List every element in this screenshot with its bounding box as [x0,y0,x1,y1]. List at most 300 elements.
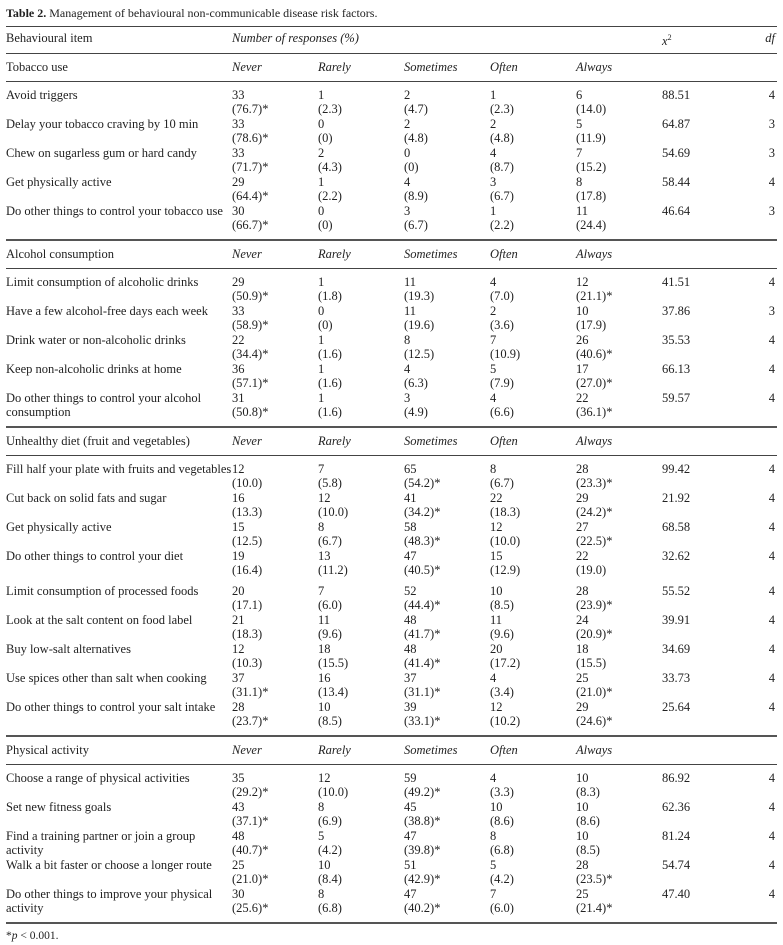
table-row [6,304,777,333]
response-percent: (10.2) [490,714,521,729]
response-percent: (12.5) [232,534,263,549]
chi2-value: 32.62 [662,549,691,564]
chi2-value: 54.69 [662,146,691,161]
df-value: 4 [748,887,777,923]
response-cell [576,887,662,923]
response-percent: (64.4)* [232,189,269,204]
response-cell [490,333,576,362]
df-value: 3 [768,304,775,319]
response-percent: (17.1) [232,598,263,613]
response-count: 1 [490,204,497,219]
response-cell [490,800,576,829]
df-value: 4 [768,491,775,506]
response-percent: (23.9)* [576,598,613,613]
response-percent: (34.4)* [232,347,269,362]
table-row [6,887,777,923]
footnote-star: * [6,930,12,943]
response-count: 7 [318,584,325,599]
response-cell [404,829,490,858]
response-percent: (38.8)* [404,814,441,829]
response-percent: (5.8) [318,476,342,491]
response-cell [404,117,490,146]
empty-cell [662,736,748,765]
level-label: Rarely [318,736,404,765]
response-count: 1 [318,333,325,348]
response-count: 10 [318,700,331,715]
response-cell [404,858,490,887]
table-row [6,578,777,613]
response-percent: (15.5) [318,656,349,671]
level-label: Rarely [318,54,404,82]
chi2-superscript: 2 [667,33,672,42]
response-cell [232,491,318,520]
response-percent: (1.8) [318,289,342,304]
response-count: 10 [318,858,331,873]
response-cell [232,700,318,736]
chi2-value: 33.73 [662,671,691,686]
response-percent: (20.9)* [576,627,613,642]
response-cell [576,82,662,118]
response-cell [318,204,404,240]
response-percent: (10.0) [318,785,349,800]
response-count: 16 [318,671,331,686]
response-percent: (19.6) [404,318,435,333]
df-value: 4 [768,520,775,535]
response-cell [404,333,490,362]
df-value: 4 [768,275,775,290]
response-percent: (24.2)* [576,505,613,520]
response-cell [490,671,576,700]
df-value: 4 [768,858,775,873]
response-percent: (22.5)* [576,534,613,549]
response-count: 5 [490,362,497,377]
response-percent: (6.7) [490,189,514,204]
response-percent: (11.2) [318,563,348,578]
response-cell [232,146,318,175]
response-percent: (41.7)* [404,627,441,642]
level-label: Never [232,240,318,269]
footnote [6,930,777,942]
response-cell [318,887,404,923]
chi2-value: 99.42 [662,462,691,477]
response-percent: (21.4)* [576,901,613,916]
response-count: 4 [490,771,497,786]
response-percent: (48.3)* [404,534,441,549]
response-percent: (10.0) [318,505,349,520]
table-row [6,333,777,362]
table-row [6,362,777,391]
response-percent: (10.0) [232,476,263,491]
response-percent: (6.0) [318,598,342,613]
response-percent: (66.7)* [232,218,269,233]
response-cell [232,858,318,887]
response-count: 1 [490,88,497,103]
response-cell [576,671,662,700]
response-percent: (23.3)* [576,476,613,491]
response-percent: (71.7)* [232,160,269,175]
response-count: 1 [318,391,325,406]
behaviour-item: Get physically active [6,520,112,535]
section-header-row [6,240,777,269]
response-percent: (23.5)* [576,872,613,887]
level-label: Rarely [318,427,404,456]
behaviour-item: Cut back on solid fats and sugar [6,491,167,506]
response-cell [490,700,576,736]
response-percent: (24.4) [576,218,607,233]
response-cell [232,175,318,204]
level-label: Never [232,736,318,765]
response-cell [232,765,318,801]
response-cell [318,491,404,520]
response-percent: (6.7) [404,218,428,233]
level-label: Sometimes [404,240,490,269]
level-label: Sometimes [404,427,490,456]
response-count: 33 [232,146,245,161]
response-percent: (31.1)* [232,685,269,700]
response-count: 4 [490,671,497,686]
header-chi2 [662,27,748,54]
response-percent: (29.2)* [232,785,269,800]
response-percent: (8.4) [318,872,342,887]
response-cell [576,858,662,887]
df-value: 3 [768,117,775,132]
table-row [6,269,777,305]
response-cell [576,146,662,175]
response-count: 10 [576,829,589,844]
response-cell [404,456,490,492]
response-cell [318,700,404,736]
df-value: 4 [768,584,775,599]
table-row [6,765,777,801]
footnote-text: < 0.001. [17,930,59,943]
header-df: df [748,27,777,54]
response-count: 37 [404,671,417,686]
response-count: 3 [404,391,411,406]
response-count: 47 [404,829,417,844]
level-label: Often [490,736,576,765]
response-count: 12 [232,642,245,657]
response-percent: (3.6) [490,318,514,333]
response-count: 11 [404,275,417,290]
table-row [6,146,777,175]
response-count: 22 [576,391,589,406]
response-cell [318,549,404,578]
response-count: 41 [404,491,417,506]
df-value: 4 [768,362,775,377]
response-percent: (1.6) [318,405,342,420]
response-count: 28 [576,462,589,477]
response-count: 48 [404,613,417,628]
level-label: Often [490,54,576,82]
response-percent: (4.3) [318,160,342,175]
response-count: 29 [232,275,245,290]
response-count: 22 [232,333,245,348]
response-cell [576,269,662,305]
response-cell [576,333,662,362]
response-percent: (23.7)* [232,714,269,729]
empty-cell [748,240,777,269]
chi2-value: 35.53 [662,333,691,348]
df-value: 4 [768,613,775,628]
response-count: 7 [318,462,325,477]
chi2-value: 62.36 [662,800,691,815]
empty-cell [662,54,748,82]
response-count: 15 [490,549,503,564]
response-percent: (3.4) [490,685,514,700]
response-cell [232,117,318,146]
response-cell [490,204,576,240]
response-cell [318,858,404,887]
level-label: Always [576,54,662,82]
response-cell [232,829,318,858]
section-header-row [6,427,777,456]
response-count: 7 [576,146,583,161]
behaviour-item: Walk a bit faster or choose a longer route [6,858,212,873]
chi2-value: 86.92 [662,771,691,786]
level-label: Never [232,427,318,456]
chi2-value: 39.91 [662,613,691,628]
response-count: 36 [232,362,245,377]
response-count: 8 [576,175,583,190]
table-row [6,391,777,427]
response-percent: (18.3) [490,505,521,520]
response-count: 7 [490,887,497,902]
caption-text: Management of behavioural non-communicable disease risk factors. [49,6,378,20]
response-cell [404,800,490,829]
response-cell [318,333,404,362]
response-cell [318,642,404,671]
chi2-value: 46.64 [662,204,748,240]
response-cell [404,887,490,923]
response-cell [404,613,490,642]
response-cell [576,362,662,391]
response-cell [318,829,404,858]
response-percent: (10.3) [232,656,263,671]
response-count: 26 [576,333,589,348]
response-percent: (2.3) [318,102,342,117]
chi2-value: 25.64 [662,700,748,736]
chi2-symbol: x [662,34,668,49]
response-percent: (40.5)* [404,563,441,578]
empty-cell [662,427,748,456]
response-cell [490,269,576,305]
response-percent: (21.0)* [576,685,613,700]
response-cell [232,269,318,305]
response-count: 0 [318,304,325,319]
response-count: 25 [232,858,245,873]
response-count: 4 [404,175,411,190]
chi2-value: 47.40 [662,887,748,923]
response-cell [490,82,576,118]
response-cell [404,765,490,801]
table-row [6,520,777,549]
response-count: 25 [576,671,589,686]
response-percent: (3.3) [490,785,514,800]
response-percent: (49.2)* [404,785,441,800]
response-percent: (10.0) [490,534,521,549]
behaviour-item: Chew on sugarless gum or hard candy [6,146,197,161]
response-percent: (9.6) [490,627,514,642]
table-row [6,642,777,671]
response-count: 19 [232,549,245,564]
response-count: 8 [318,887,325,902]
response-count: 37 [232,671,245,686]
table-row [6,829,777,858]
behaviour-item: Set new fitness goals [6,800,112,815]
response-count: 1 [318,275,325,290]
df-value: 4 [748,700,777,736]
response-percent: (13.4) [318,685,349,700]
response-cell [404,578,490,613]
response-cell [404,362,490,391]
response-count: 1 [318,175,325,190]
response-cell [318,456,404,492]
response-percent: (15.5) [576,656,607,671]
response-cell [318,578,404,613]
level-label: Sometimes [404,736,490,765]
response-percent: (31.1)* [404,685,441,700]
table-row [6,204,777,240]
response-cell [576,304,662,333]
response-count: 28 [576,858,589,873]
response-count: 11 [490,613,503,628]
response-count: 8 [404,333,411,348]
response-percent: (21.1)* [576,289,613,304]
behaviour-item: Avoid triggers [6,88,78,103]
response-count: 12 [318,491,331,506]
section-title: Physical activity [6,736,232,765]
response-cell [490,858,576,887]
response-count: 28 [576,584,589,599]
response-cell [232,887,318,923]
behaviour-item: Fill half your plate with fruits and vegetables [6,462,232,477]
response-cell [490,765,576,801]
chi2-value: 34.69 [662,642,691,657]
response-count: 3 [490,175,497,190]
response-cell [318,671,404,700]
response-percent: (1.6) [318,347,342,362]
response-cell [490,887,576,923]
response-count: 18 [318,642,331,657]
response-count: 65 [404,462,417,477]
response-cell [490,117,576,146]
response-cell [404,304,490,333]
response-percent: (6.3) [404,376,428,391]
table-row [6,491,777,520]
behaviour-item: Get physically active [6,175,112,190]
response-count: 4 [490,275,497,290]
empty-cell [748,736,777,765]
response-percent: (21.0)* [232,872,269,887]
response-count: 52 [404,584,417,599]
response-count: 21 [232,613,245,628]
section-header-row [6,54,777,82]
response-percent: (25.6)* [232,901,269,916]
response-count: 33 [232,117,245,132]
response-cell [404,204,490,240]
response-percent: (24.6)* [576,714,613,729]
response-percent: (78.6)* [232,131,269,146]
response-count: 22 [490,491,503,506]
response-count: 6 [576,88,583,103]
response-count: 35 [232,771,245,786]
caption-label: Table 2. [6,6,47,20]
level-label: Sometimes [404,54,490,82]
section-title: Tobacco use [6,54,232,82]
header-item: Behavioural item [6,27,232,54]
response-cell [318,520,404,549]
response-cell [404,671,490,700]
chi2-value: 64.87 [662,117,691,132]
response-percent: (0) [318,318,333,333]
response-percent: (18.3) [232,627,263,642]
response-cell [232,613,318,642]
response-count: 10 [576,771,589,786]
chi2-value: 58.44 [662,175,691,190]
response-count: 33 [232,88,245,103]
section-title: Unhealthy diet (fruit and vegetables) [6,427,232,456]
response-percent: (2.2) [490,218,514,233]
response-cell [318,362,404,391]
df-value: 4 [768,671,775,686]
df-value: 3 [768,146,775,161]
response-cell [232,800,318,829]
response-count: 7 [490,333,497,348]
response-count: 12 [490,700,503,715]
df-value: 4 [768,88,775,103]
df-value: 4 [768,333,775,348]
chi2-value: 21.92 [662,491,691,506]
behaviour-item: Do other things to control your alcohol consumption [6,391,232,427]
table-row [6,117,777,146]
response-percent: (2.2) [318,189,342,204]
behaviour-item: Limit consumption of alcoholic drinks [6,275,199,290]
response-count: 10 [576,800,589,815]
response-percent: (0) [404,160,419,175]
table-row [6,700,777,736]
table-row [6,671,777,700]
response-cell [490,304,576,333]
response-count: 29 [232,175,245,190]
chi2-value: 66.13 [662,362,691,377]
response-percent: (19.3) [404,289,435,304]
response-count: 48 [404,642,417,657]
response-count: 43 [232,800,245,815]
chi2-value: 55.52 [662,584,691,599]
response-cell [404,175,490,204]
response-cell [576,175,662,204]
response-cell [232,642,318,671]
response-cell [576,829,662,858]
response-cell [576,204,662,240]
chi2-value: 68.58 [662,520,691,535]
level-label: Rarely [318,240,404,269]
response-count: 10 [490,584,503,599]
response-cell [318,175,404,204]
response-cell [318,304,404,333]
response-cell [232,456,318,492]
risk-factor-table [6,26,777,924]
response-cell [576,520,662,549]
response-count: 24 [576,613,589,628]
empty-cell [662,240,748,269]
df-value: 4 [768,549,775,564]
behaviour-item: Keep non-alcoholic drinks at home [6,362,182,377]
response-count: 5 [318,829,325,844]
response-count: 12 [576,275,589,290]
response-cell [318,82,404,118]
response-cell [318,800,404,829]
